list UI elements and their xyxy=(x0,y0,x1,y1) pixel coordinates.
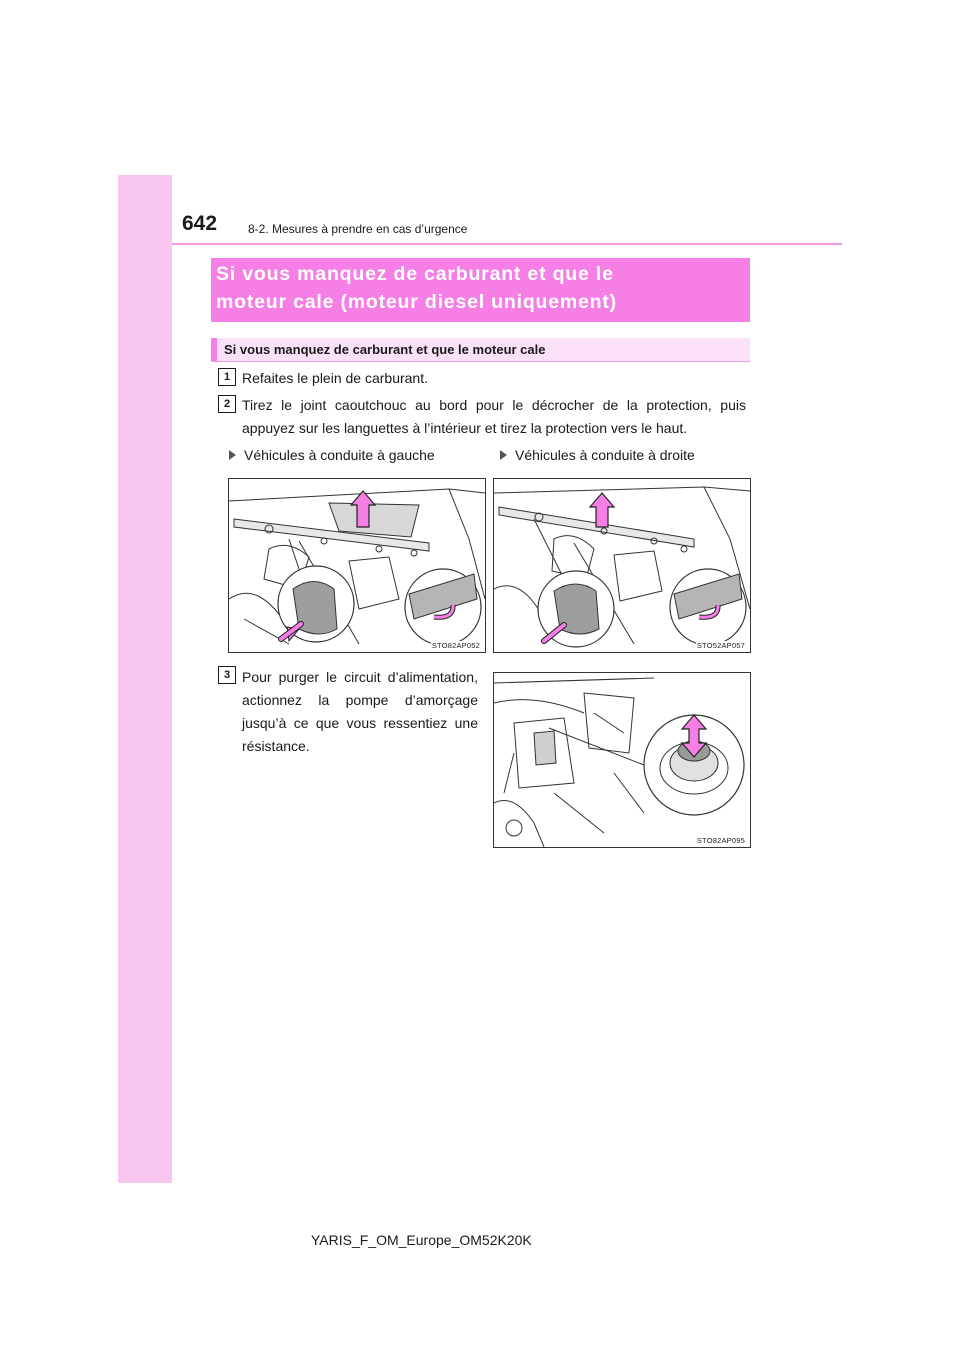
priming-pump-drawing xyxy=(494,673,750,847)
figure-code-right: STO52AP057 xyxy=(696,641,745,650)
title-line-2: moteur cale (moteur diesel uniquement) xyxy=(216,291,617,313)
engine-bay-drawing xyxy=(494,479,750,652)
step-number-1: 1 xyxy=(218,368,236,386)
header-rule xyxy=(172,243,842,245)
illustration-left-hand-drive xyxy=(228,478,486,653)
subheading: Si vous manquez de carburant et que le moteur cale xyxy=(224,342,546,357)
variant-right-label xyxy=(500,447,695,463)
step-number-2: 2 xyxy=(218,395,236,413)
page-title xyxy=(216,260,746,316)
step-number-3: 3 xyxy=(218,666,236,684)
chapter-side-tab xyxy=(118,175,172,1183)
page-number: 642 xyxy=(182,212,218,235)
bullet-triangle-icon xyxy=(500,450,507,460)
variant-left-text: Véhicules à conduite à gauche xyxy=(244,447,435,463)
engine-bay-drawing xyxy=(229,479,485,652)
bullet-triangle-icon xyxy=(229,450,236,460)
title-line-1: Si vous manquez de carburant et que le xyxy=(216,263,614,285)
variant-right-text: Véhicules à conduite à droite xyxy=(515,447,695,463)
subheading-accent xyxy=(211,338,217,361)
figure-code-pump: STO82AP095 xyxy=(696,836,745,845)
step-text-1: Refaites le plein de carburant. xyxy=(242,370,428,386)
figure-code-left: STO82AP052 xyxy=(431,641,480,650)
variant-left-label xyxy=(229,447,435,463)
section-header: 8-2. Mesures à prendre en cas d’urgence xyxy=(248,222,468,236)
step-text-2: Tirez le joint caoutchouc au bord pour le décrocher de la protection, puis appuyez sur les languettes à l’intérieur et tirez la protection vers le haut. xyxy=(242,397,746,436)
document-footer: YARIS_F_OM_Europe_OM52K20K xyxy=(311,1232,532,1248)
illustration-priming-pump xyxy=(493,672,751,848)
subheading-rule xyxy=(211,361,750,362)
step-text-3: Pour purger le circuit d’alimentation, actionnez la pompe d’amorçage jusqu’à ce que vous ressentiez une résistance. xyxy=(242,669,478,754)
illustration-right-hand-drive xyxy=(493,478,751,653)
